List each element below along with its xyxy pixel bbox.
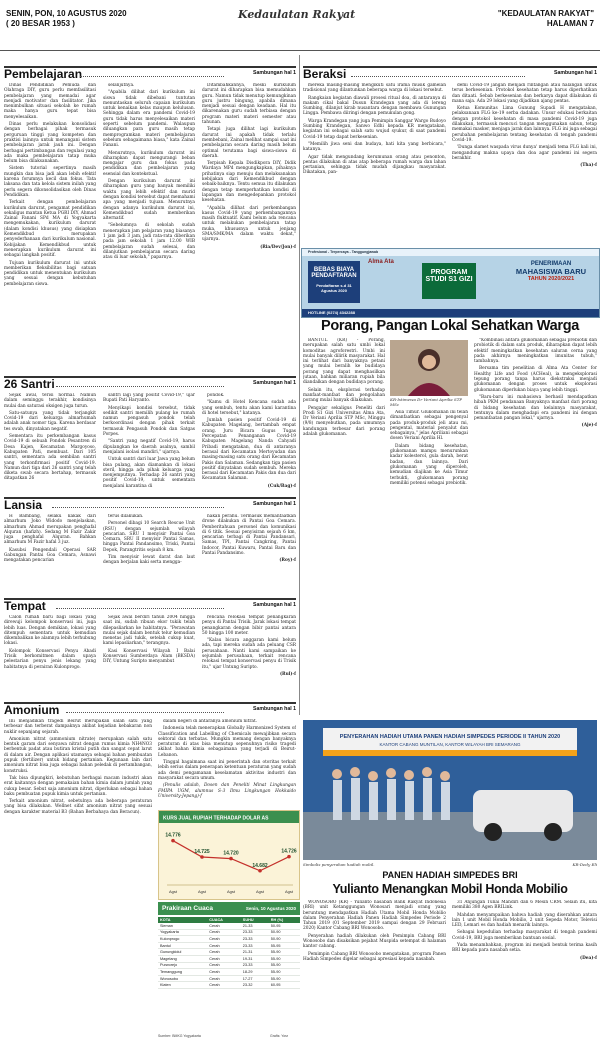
santri-column-3 xyxy=(202,393,296,491)
weather-row xyxy=(158,929,300,936)
paragraph: rencana relokasi tempat penangkaran penyu di Pantai Trisik. Jarak lokasi tempat penangkaran dengan bibir pantai antara 50 hingga 100 meter. xyxy=(202,615,296,636)
paragraph: "Apabila dilihat dari perkembangan kasus Covid-19 yang perkembangannya masih fluktuatif. Kami belum ada rencana untuk melakukan pembelajaran tatap muka, khususnya untuk jenjang SMA/SMK/MA dalam waktu dekat," ujarnya. xyxy=(202,205,296,243)
weather-row xyxy=(158,969,300,976)
paragraph: Warga Krandegan yang juga Pemimpin Sanggar Wargo Budoyo Sumbing Krandegan, Sanwo Edhi kepada KR mengatakan, kegiatan ini sebagai salah satu wujud syukur, di saat pandemi Covid-19 tetap dapat berkesenian. xyxy=(303,118,446,140)
paragraph: "Memilih jiwa seni dan budaya, hati kita yang berbicara," katanya. xyxy=(303,141,446,153)
weather-temperature: 19-31 xyxy=(241,955,269,962)
weather-row xyxy=(158,949,300,956)
weather-temperature: 21-31 xyxy=(241,949,269,956)
weather-temperature: 23-32 xyxy=(241,982,269,989)
weather-temperature: 17-27 xyxy=(241,975,269,982)
paragraph: Sebagai kepedulian terhadap masyarakat di tengah pandemi Covid-19, BRI juga memberikan bantuan sosial. xyxy=(452,930,597,941)
paragraph: Satu-satunya yang tidak terjangkit Covid-19 dari keluarga almarhumah adalah anak nomor tiga. Karena berdasar tes swab, dinyatakan negatif. xyxy=(4,410,96,432)
kurs-data-label: 14.726 xyxy=(281,848,297,855)
weather-col-condition: CUACA xyxy=(207,917,241,923)
chart-title: KURS JUAL RUPIAH TERHADAP DOLAR AS xyxy=(163,815,269,822)
paragraph: "Sebelumnya di sekolah sudah menerapkan jam pelajaran yang biasanya 1 jam jadi 3 jam, jadi rata-rata diberikan pada jam sekolah 1 jam 12.00 WIB pembelajaran sudah selesai, dan dilanjutkan pembelajaran secara daring atau di luar sekolah," paparnya. xyxy=(103,223,195,261)
ad-admissions-top: PENERIMAAN xyxy=(530,261,572,267)
paragraph: Ketua Komunitas Lima Gunung Supadi H mengatakan, pelaksanaan FLG ke-19 serba dadakan. Unsur edukasi berkaitan dengan protokol kesehatan di masa pandemi Covid-19 juga dilakukan, termasuk mencuci tangan menggunakan sabun, tetap memakai masker, menjaga jarak dan lainnya. FLG ini juga sebagai perubahan pembelajaran tentang kesehatan di tengah pandemi Covid-19. xyxy=(452,106,597,143)
kurs-point xyxy=(200,855,204,859)
ad-admissions xyxy=(508,261,594,307)
header-right xyxy=(498,9,594,29)
ceremony-caption: Simbolis penyerahan hadiah mobil. xyxy=(303,862,375,867)
paragraph: Yuda menambahkan, program ini menjadi bentuk terima kasih BRI kepada para nasabah setia. xyxy=(452,943,597,954)
weather-city: Magelang xyxy=(158,955,207,962)
weather-col-temperature: SUHU xyxy=(241,917,269,923)
porang-portrait-photo xyxy=(390,340,468,396)
ad-free-registration xyxy=(308,261,360,303)
header-year: ( 20 BESAR 1953 ) xyxy=(6,19,75,28)
weather-humidity: 55-90 xyxy=(269,949,300,956)
tempat-column-1 xyxy=(4,615,96,699)
weather-condition: Cerah xyxy=(207,936,241,943)
weather-title: Prakiraan Cuaca xyxy=(162,905,213,912)
paragraph: Kasubsi Pengendali Operasi SAR Gabungan Pantai Goa Cemara, Asnawi mengatakan pencarian xyxy=(4,547,96,564)
ad-hotline: HOTLINE (0274) 4342288 xyxy=(302,309,600,317)
kurs-tick-label: Agst xyxy=(226,889,236,894)
paragraph: Personel dibagi 10 Search Rescue Unit (RSU) dengan sejumlah wilayah pencarian. SRU I menyisir Pantai Goa Cemara, SRU II menyisir Pantai Samas, hingga Pantai Pandansimo, Triski, Pantai Depok, Parangtritis sejauh 8 km. xyxy=(103,521,195,553)
weather-city: Bantul xyxy=(158,942,207,949)
weather-row xyxy=(158,962,300,969)
section-title: Tempat xyxy=(4,599,46,613)
paragraph: Tetapi juga dilihat lagi kurikulum darurat ini apakah tidak terlalu membebani, Zainal melihat sampai saat ini pembelajaran secara daring masih belum optimal terutama bagi siswa-siswa di daerah. xyxy=(202,127,296,159)
paragraph: terus dilakukan. xyxy=(108,514,144,519)
weather-humidity: 60-95 xyxy=(269,982,300,989)
paragraph: Sistem tutorial sepertinya masih mungkin dan bisa jadi akan lebih efektif karena forumnya kecil dan fokus. Tata laksana dan tata kelola sistem inilah yang perlu segera dikonsolidasikan oleh Dinas Pendidikan. xyxy=(4,166,96,198)
section-amonium-header xyxy=(4,702,296,718)
weather-source: Sumber: BMKG Yogyakarta xyxy=(158,1034,201,1038)
paragraph: WONOSOBO (KR) - Yulianto nasabah Bank Rakyat Indonesia (BRI) unit Ketanggungan Wonosari menjadi orang yang beruntung mendapatkan Hadiah Utama Mobil Honda Mobilio dalam Penyerahan Hadiah Panen Hadiah Simpedes Periode 2 Tahun 2019 (01 September 2019 sampai dengan 29 Februari 2020) Kantor Cabang BRI Wonosobo. xyxy=(303,900,446,932)
ad-registration-deadline: Pendaftaran s.d 31 Agustus 2020 xyxy=(316,283,352,293)
kurs-point xyxy=(258,869,262,873)
weather-condition: Cerah xyxy=(207,942,241,949)
dot-leader xyxy=(52,507,224,508)
kurs-tick-label: Agst xyxy=(197,889,207,894)
paragraph: Mahdan menyampaikan bahwa hadiah yang diserahkan antara lain 1 unit Mobil Honda Mobilio, 2 unit Sepeda Motor, Televisi LED, Lemari es dan hadiah menarik lainnya. xyxy=(452,912,597,929)
beraksi-column-2 xyxy=(452,83,597,243)
weather-humidity: 55-90 xyxy=(269,975,300,982)
weather-condition: Cerah xyxy=(207,923,241,929)
ceremony-banner-title: PENYERAHAN HADIAH UTAMA PANEN HADIAH SIMPEDES PERIODE II TAHUN 2020 xyxy=(339,734,561,740)
weather-condition: Cerah xyxy=(207,975,241,982)
weather-humidity: 50-90 xyxy=(269,936,300,943)
simpedes-column-1 xyxy=(303,900,446,1046)
paragraph: Tinggal bagaimana saat ini penerintah dan otoritas terkait lebih serius dalam penerapan ketentuan peraturan yang sudah ada demi pengamanan keselamatan aktivitas industri dan masyarakat secara umum. xyxy=(158,760,296,781)
section-santri-header xyxy=(4,376,296,392)
paragraph: Terpisah Kepala Disdikpora DIY, Didik Wardaya MPd mengungkapkan, pihaknya prihatinya siap menuju dan melaksanakan kebijakan dari Kemendikbud dengan sebaik-baiknya. Tentu semua itu dilakukan dengan tetap memperhatikan kondisi di lapangan dan mengedepankan protokol kesehatan. xyxy=(202,161,296,204)
kurs-tick-label: Agst xyxy=(168,889,178,894)
paragraph: Kasi Konservasi Wilayah I Balai Konservasi Sumberdaya Alam (BKSDA) DIY, Untung Suripto menyambut xyxy=(103,648,195,665)
simpedes-column-2 xyxy=(452,900,597,1046)
section-beraksi-header xyxy=(303,66,597,82)
weather-table xyxy=(158,917,300,989)
tempat-column-2 xyxy=(103,615,195,699)
ceremony-photo-credit: KR-Dedy Eli xyxy=(572,862,597,867)
weather-row xyxy=(158,975,300,982)
continuation-note: Sambungan hal 1 xyxy=(253,602,296,608)
byline: (Rul)-f xyxy=(279,671,296,677)
ad-admissions-year: TAHUN 2020/2021 xyxy=(527,276,575,282)
weather-condition: Cerah xyxy=(207,949,241,956)
paragraph: Pengajar sekaligus Peneliti dari Prodi S1 Gizi Universitas Alma Ata, Dr Veriani Aprilia STP MSc, Minggu (9/8) menyebutkan, pada umumnya kandungan terbesar dari porang adalah glukomanan. xyxy=(303,405,385,438)
person-icon xyxy=(390,340,468,396)
section-pembelajaran-header xyxy=(4,66,296,82)
paragraph: Dinas perlu melakukan konsolidasi dengan berbagai pihak termasuk perguruan tinggi yang kompeten dan praktisi lainnya untuk menangani sistem pembelajaran jarak jauh ini. Dengan berbagai pertimbangan dan regulasi yang ada maka pembelajaran tatap muka belum bisa dilaksanakan. xyxy=(4,122,96,165)
paragraph: Sementara itu perkembangan kasus Covid-19 di sebuah Pondok Pesantren di Desa Kajen, Kecamatan Margoyoso, Kabupaten Pati, membuat. Dari 105 santri, sementara ada sembilan santri yang terkonfirmasi positif Covid-19. Namun dari tiga dari 26 santri yang telah diketa swab secara bertahap, termasuk ditapatkan 26 xyxy=(4,434,96,482)
page-header xyxy=(0,0,600,51)
dot-leader xyxy=(80,76,224,77)
weather-humidity: 55-90 xyxy=(269,955,300,962)
continuation-note: Sambungan hal 1 xyxy=(554,70,597,76)
ad-program: PROGRAM STUDI S1 GIZI xyxy=(422,263,476,299)
masthead: Kedaulatan Rakyat xyxy=(238,8,356,21)
porang-column-1 xyxy=(303,338,385,714)
weather-temperature: 21-33 xyxy=(241,923,269,929)
weather-city: Gunungkidul xyxy=(158,949,207,956)
continuation-note: Sambungan hal 1 xyxy=(253,501,296,507)
kurs-data-label: 14.720 xyxy=(223,850,239,857)
paragraph: Pemimpin Cabang BRI Wonosobo mengatakan, program Panen Hadiah Simpedes digelar sebagai apresiasi kepada nasabah. xyxy=(303,951,446,962)
section-title: 26 Santri xyxy=(4,377,55,391)
section-title: Beraksi xyxy=(303,67,347,81)
paragraph: Ini menjadikan tragedi Beirut merupakan salah satu yang terbesar dan terberat dampaknya akibat kejadian kebakaran non nuklir sepanjang sejarah. xyxy=(4,719,152,735)
alma-ata-advertisement[interactable] xyxy=(301,248,600,318)
weather-temperature: 23-33 xyxy=(241,936,269,943)
weather-temperature: 18-29 xyxy=(241,969,269,976)
paragraph: Agar tidak mengundang kerumunan orang atau penonton, pentas dilakukan di atas atap beberapa rumah warga dan lahan pertanian, sehingga tidak mudah dijangkau masyarakat. Dikatakan, pan- xyxy=(303,154,446,176)
paragraph: Selain itu, eksplorasi terhadap manfaat-manfaat dan pengolahan porang mulai banyak dilakukan. xyxy=(303,387,385,404)
paragraph: "Santri yang negatif Covid-19, harus dipulangkan ke daerah asalnya, sambil menjalani isolasi mandiri," ujarnya. xyxy=(103,439,195,455)
weather-condition: Cerah xyxy=(207,962,241,969)
paragraph: 31 Anjungan Tunai Mandiri dan 6 Mesin CRM. Selain itu, kita memiliki 380 Agen BRILink. xyxy=(452,900,597,911)
simpedes-headline: Yulianto Menangkan Mobil Honda Mobilio xyxy=(332,882,568,896)
kurs-data-label: 14.725 xyxy=(194,849,210,855)
continuation-note: Sambungan hal 1 xyxy=(253,380,296,386)
paragraph: pondok. xyxy=(207,393,225,398)
byline: (Aje)-f xyxy=(581,423,597,429)
dot-leader xyxy=(56,608,224,609)
kurs-point xyxy=(229,857,233,861)
porang-column-2 xyxy=(390,410,468,714)
paragraph: selanjutnya. xyxy=(108,83,135,88)
ceremony-banner-subtitle: KANTOR CABANG MUNTILAN, KANTOR WILAYAH BRI SEMARANG xyxy=(379,742,521,747)
section-lansia-header xyxy=(4,497,296,513)
paragraph: Menyikapi kondisi tersebut, tidak sedikit santri memilih pulang ke rumah namun pengasuh pondok telah berkoordinasi dengan pihak terkait termasuk Pengasuh Pondok dan Satgas Porpes. xyxy=(103,405,195,438)
ad-tagline: Profesional - Terpercaya - Tanggungjawab xyxy=(302,249,600,256)
paragraph: BANTUL (KR) - Porang, merupakan salah satu umbi lokal komoditas agroforestri. Umbi ini mulai banyak dilirik masyarakat. Hal ini terlihat dari banyaknya petani yang mulai beralih ke budidaya porang yang dapat menghasilkan jutaan, bahkan miliaran rupiah bila diandalkan dengan budidaya porang. xyxy=(303,338,385,386)
paragraph: Calon rumah baru bagi lokasi yang direwuji kelompok konservasi ini, juga lebih luas. Dengan demikian, lokasi yang ditempuh sementara untuk kemudian dikembalikan ke alamnya lebih terhubung lokasi. xyxy=(4,615,96,647)
paragraph: Dinas Pendidikan Pemuda dan Olahraga DIY, guru perlu memfasilitasi pembelajaran yang memadai agar menjadi motivator dan fasilitator. Jika menimbulkan situasi sekolah ke rumah maka hanya guru tepat bisa menyelesaikan. xyxy=(4,83,96,120)
kurs-data-label: 14.776 xyxy=(165,832,181,839)
ad-free-registration-title: BEBAS BIAYA PENDAFTARAN xyxy=(311,267,357,279)
paragraph: "Kamu di Hotel Kencana sudah ada yang sembuh, tentu akan kami karantina di hotel tersebut," katanya. xyxy=(202,400,296,416)
header-date xyxy=(6,9,127,29)
lansia-column-1 xyxy=(4,514,96,594)
header-paper: "KEDAULATAN RAKYAT" xyxy=(497,9,594,18)
paragraph: Terkait amonium nitrat, sebetulnya ada beberapa peraturan yang bisa dilakukan. Wellnet sifat amonium nitrat yang sesuai dengan karakter material B3 (Bahan Berbahaya dan Beracun). xyxy=(4,799,152,815)
paragraph: Indonesia telah menerapkan Globally Harmonized System of Classification and Labelling of Chemicals mewajibkan secara sektoral dan terbatas. Mungkin memang dengan banyaknya peraturan di atas bisa menutup sepenuhnya risiko tragedi akibat bahan kimia sebagaimana yang terjadi di Beirut-Lebanon. xyxy=(158,726,296,758)
lansia-column-3 xyxy=(202,514,296,594)
weather-condition: Cerah xyxy=(207,982,241,989)
weather-city: Sleman xyxy=(158,923,207,929)
porang-headline: Porang, Pangan Lokal Sehatkan Warga xyxy=(320,318,580,334)
byline: (Roy)-f xyxy=(279,558,296,564)
weather-city: Purworejo xyxy=(158,962,207,969)
amonium-column-2 xyxy=(158,719,296,807)
dot-leader xyxy=(351,76,525,77)
kurs-point xyxy=(287,855,291,859)
weather-row xyxy=(158,942,300,949)
award-ceremony-photo xyxy=(303,720,597,860)
pembelajaran-column-2 xyxy=(103,83,195,369)
dot-leader xyxy=(66,712,224,713)
paragraph: mereka masing-masing mengikuti satu irama musik gamelan tradisional yang dilantunkan beberapa warga di lokasi tersebut. xyxy=(303,83,446,94)
header-page-number: HALAMAN 7 xyxy=(546,19,594,28)
column-divider xyxy=(299,55,300,715)
paragraph: Dalam bidang kesehatan, glukomanan mampu menurunkan kadar kolesterol, gula darah, berat badan, dan lainnya. Dari glukomanan yang diperoleh, kemudian diajikan ke Asia Timur terbukti, glukomanan porang memiliki potensi sebagai prebiotik. xyxy=(390,443,468,486)
ad-admissions-title: MAHASISWA BARU xyxy=(515,267,587,276)
santri-column-1 xyxy=(4,393,96,491)
paragraph: Terkait dengan pembelajaran kurikulum darurat, pengamat pendidikan sekaligus mantan Ketua PGRI DIY, Ahmad Zainal Fanani SPd MA di Yogyakarta mengemukakan, kurikulum darurat (dalam kondisi khusus) yang disiapkan Kemendikbud merupakan penyederhanaan dari kurikulum nasional. Kebijakan Kemendikbud untuk menerapkan kurikulum darurat ini sebagai langkah positif. xyxy=(4,200,96,259)
weather-city: Wonosobo xyxy=(158,975,207,982)
weather-humidity: 55-90 xyxy=(269,969,300,976)
portrait-caption: KR-Istimewa Dr Veriani Aprilia STP MSc xyxy=(390,397,463,407)
weather-title-bar xyxy=(158,902,300,915)
kurs-point xyxy=(171,839,175,843)
paragraph: demi Covid-19 jangan menjadi rintangan atau halangan untuk terus berkesenian. Protokol kesehatan tetap harus diperhatikan dan ditaati. Sebab berkesenian dan berkarya dapat dilakukan di mana saja. Ada 29 lokasi yang dijadikan ajang pentas. xyxy=(452,83,597,104)
weather-condition: Cerah xyxy=(207,969,241,976)
paragraph: Menurutnya, kurikulum darurat ini diharapkan dapat mengurangi beban mengajar guru dan fokus pada pendidikan dan pembelajaran yang esensial dan kontekstual. xyxy=(103,150,195,177)
weather-humidity: 50-90 xyxy=(269,929,300,936)
weather-col-humidity: RH (%) xyxy=(269,917,300,923)
paragraph: 'Dunga slamet waspada virus dunya' menjadi tema FLG kali ini, mengandung makna upaya dan doa agar pandemi ini segera berakhir. xyxy=(452,145,597,161)
lansia-column-2 xyxy=(103,514,195,594)
ceremony-scene-icon xyxy=(303,720,597,860)
paragraph: Rangkaian kegiatan diawali prosesi ritual doa, di antaranya di makam cikal bakal Dusun Krandegan yang ada di lereng Sumbing, dilanjut kirab nusantara dengan membawa Gunungan Lingga. Pembawa diiringi dengan pemukulan gong. xyxy=(303,95,446,117)
paragraph: Kelompok Konservasi Penyu Abadi Trisik berkomitmen dalam upaya pelestarian penyu jenis lekang yang habitatnya di perairan Kulonprogo. xyxy=(4,648,96,670)
amonium-column-1 xyxy=(4,719,152,1045)
paragraph: "Kalau bicara anggaran kami belum ada, tapi mereka sudah ada peluang CSR perusahaan. Nanti kami sampaikan ke sejumlah perusahaan, terkait rencana relokasi tempat konservasi penyu di Trisik itu," ujar Untung Suripto. xyxy=(202,638,296,670)
paragraph: Asia Timur. Glukomanan ini telah dimanfaatkan sebagai pengenyal pada produk-produk jeli atau mi, pengental, material penyalut dan sebagainya," jelas Apriliani sebagai dosen Veriani Aprilia Hl. xyxy=(390,410,468,442)
paragraph: Dengan kurikulum darurat ini diharapkan guru yang banyak memiliki waktu yang lebih efektif dan murid dengan kondisi tersebut dapat memahami apa yang menjadi tujuan. Menurutnya dengan adanya kurikulum darurat ini, Kemendikbud sudah memberikan alternatif. xyxy=(103,179,195,222)
weather-humidity: 55-90 xyxy=(269,962,300,969)
weather-humidity: 55-95 xyxy=(269,942,300,949)
simpedes-kicker: PANEN HADIAH SIMPEDES BRI xyxy=(382,870,518,880)
section-title: Amonium xyxy=(4,703,60,717)
paragraph: Penyerahan hadiah dilakukan oleh Pemimpin Cabang BRI Wonosobo dan disaksikan pejabat Muspida setempat di halaman kantor cabang. xyxy=(303,933,446,950)
byline: (Dea)-f xyxy=(580,955,597,961)
santri-column-2 xyxy=(103,393,195,491)
paragraph: santri lagi yang positif Covid-19," ujar Bupati Pati Haryanto. xyxy=(103,393,195,404)
pembelajaran-column-3 xyxy=(202,83,296,369)
paragraph: Jumlah pasien positif Covid-19 di Kabupaten Magelang, bertambah empat orang. Juru Bicara Gugus Tugas Percepatan Penanganan Covid-19 Kabupaten Magelang Nanda Cahyadi Pribadi mengatakan, dua di antaranya berasal dari Kecamatan Mertoyudan dan masing-masing satu orang dari Kecamatan Pakis dan Salaman. Sedangkan tiga pasien positif dinyatakan sudah sembuh. Mereka berasal dari Kecamatan Pakis dan dua dari Kecamatan Salaman. xyxy=(202,418,296,482)
paragraph: Sejak awal, terisi normal. Namun dalam seminggu terakhir, kondisinya mulai dan saturasi oksigen juga turun. xyxy=(4,393,96,409)
section-tempat-header xyxy=(4,598,296,614)
weather-city: Klaten xyxy=(158,982,207,989)
kurs-chart xyxy=(159,811,299,899)
byline: (Tha)-f xyxy=(580,163,597,169)
weather-temperature: 23-33 xyxy=(241,962,269,969)
paragraph: Untuk santri dari luar Jawa yang belum bisa pulang, akan diamankan di lokasi steril, hingga ada pihak keluarga yang menjemputnya. Terhadap 26 santri yang positif Covid-19, untuk sementara menjalani karantina di xyxy=(103,457,195,489)
section-title: Lansia xyxy=(4,498,43,512)
kurs-tick-label: Agst xyxy=(255,889,265,894)
weather-col-city: KOTA xyxy=(158,917,207,923)
continuation-note: Sambungan hal 1 xyxy=(253,706,296,712)
paragraph: Tim menyisir lewat darat dan laut dengan berjalan kaki serta mengga- xyxy=(103,555,195,566)
paragraph: dalam negeri di antaranya amonium nitrat. xyxy=(163,719,258,724)
section-title: Pembelajaran xyxy=(4,67,83,81)
kurs-data-label: 14.682 xyxy=(252,862,268,869)
weather-date: Senin, 10 Agustus 2020 xyxy=(245,906,296,911)
weather-temperature: 23-33 xyxy=(241,942,269,949)
pembelajaran-column-1 xyxy=(4,83,96,369)
kurs-tick-label: Agst xyxy=(284,889,294,894)
weather-row xyxy=(158,955,300,962)
paragraph: nakan perahu. Termasuk memanfaatkan drone dilakukan di Pantai Goa Cemara. Pemberitahuan personel dan komunikasi di 6 titik. Sesuai penyisiran sejauh 6 km, pencarian terbagi di Pantai Pandansari, Samas, TPI, Pantai Cangkring, Pantai Indocor, Pantai Kuwaru, Pantai Baru dan Pantai Pandansimo. xyxy=(202,514,296,557)
weather-city: Kulonprogo xyxy=(158,936,207,943)
dot-leader xyxy=(56,386,224,387)
paragraph: H Bambang, selaku kakak dari almarhum Joko Widodo menjelaskan, almarhum Ahmad merupakan penghafal Alquran (hafizh). Sedang M Fazir Zakir juga penghafal Alquran. Bahkan almarhum M Fazir hafal 3 juz. xyxy=(4,514,96,546)
weather-city: Yogyakarta xyxy=(158,929,207,936)
paragraph: "Kombinasi antara glukomanan sebagai prebiotik dan probiotik di dalam satu produk, diharapkan dapat lebih efektif meningkatkan kesehatan saluran cerna yang pada akhirnya meningkatkan imunitas tubuh," tambahnya. xyxy=(474,338,597,365)
continuation-note: Sambungan hal 1 xyxy=(253,70,296,76)
paragraph: Sejak awal berdiri tahun 2004 hingga saat ini, sudah ribuan ekor tukik telah dilepasliarkan ke habitatnya. "Perawatan mulai sejak dalam bentuk telur kemudian menetas jadi tukik, setelah cukup kuat, kami lepasliarkan," terangnya. xyxy=(103,615,195,647)
author-note: (Penulis adalah, Dosen dan Peneliti Minat Lingkungan FMIPA UGM, alumnus S-3 Ilmu Lingkungan Hokkaido University-Jepang)-f xyxy=(158,783,296,799)
beraksi-column-1 xyxy=(303,83,446,243)
weather-city: Temanggung xyxy=(158,969,207,976)
tempat-column-3 xyxy=(202,615,296,699)
byline: (Cuk/Bag)-f xyxy=(267,483,296,489)
header-day-date: SENIN, PON, 10 AGUSTUS 2020 xyxy=(6,9,127,18)
paragraph: Amonium nitrat (ammonium nitrate) merupakan salah satu bentuk garam dari senyawa nitrat dengan rumus kimia NH4NO3 berbentuk padat atau butiran kristal putih dan sangat cepat larut di dalam air. Dengan aplikasi utamanya sebagai bahan pembuatan pupuk (fertilizer) untuk bidang pertanian. Kegunaan lain dari amonium nitrat bisa juga sebagai bahan peledak di pertambangan, konstruksi. xyxy=(4,736,152,774)
weather-condition: Cerah xyxy=(207,955,241,962)
paragraph: "Baru-baru ini mahasiswa berhasil mendapatkan hibah PKM pendanaan Banyaknya manfaat dari porang di bidang kesehatan dan kelainnya masyarakat, tentunya dalam menghadapi era pandemi ini dengan pemanfaatan pangan lokal," ujarnya. xyxy=(474,394,597,422)
graphic-credit: Grafis: Yosr xyxy=(270,1034,289,1038)
weather-row xyxy=(158,982,300,989)
byline: (Ria/Dev/Jon)-f xyxy=(260,244,296,250)
weather-row xyxy=(158,936,300,943)
weather-humidity: 50-95 xyxy=(269,923,300,929)
paragraph: Tak bisa dipungkiri, kebutuhan berbagai macam industri akan erat kaitannya dengan pemakaian bahan kimia dalam jumlah yang cukup besar. Sebut saja amonium nitrat, diperlukan sebagai bahan baku pembuatan pupuk kimia untuk pertanian. xyxy=(4,775,152,797)
ad-logo: Alma Ata xyxy=(368,259,394,265)
paragraph: "Apabila dilihat dari kurikulum ini siswa tidak dibebani tuntutan menuntaskan seluruh capaian kurikulum untuk kenaikan kelas maupun kelulusan. Sehingga dalam era pandemi Covid-19 guru tidak harus menyelesaikan materi seperti sebelum pandemi. Walaupun diluangkan para guru masih tetap memprogramkan materi pembelajaran sebelum sebagaimana biasa," kata Zainal Fanani. xyxy=(103,90,195,149)
paragraph: Bersama tim penelitian di Alma Ata Center for Healthy Life and Food (ACHeal), ia mengeksplorasi tepung porang tanpa harus diekstraksi menjadi glukomanan dengan proses untuk eksplorasi glukomanan diperlukan biaya yang lebih tinggi. xyxy=(474,366,597,393)
weather-condition: Cerah xyxy=(207,929,241,936)
porang-column-3 xyxy=(474,338,597,714)
paragraph: Tujuan kurikulum darurat ini untuk memberikan fleksibilitas bagi satuan pendidikan untuk menentukan kurikulum yang sesuai dengan kebutuhan pembelajaran siswa. xyxy=(4,260,96,287)
kurs-chart-panel xyxy=(158,810,300,900)
weather-temperature: 23-33 xyxy=(241,929,269,936)
paragraph: Ditambahkannya, meski kurikulum darurat ini diharapkan bisa memudahkan guru. Namun tidak menutup kemungkinan guru justru bingung, apabila dimana menjadi sesuai dengan keadaan. Hal itu dikarenakan guru sudah terbiasa dengan program materi materi semester atau tahunan. xyxy=(202,83,296,126)
